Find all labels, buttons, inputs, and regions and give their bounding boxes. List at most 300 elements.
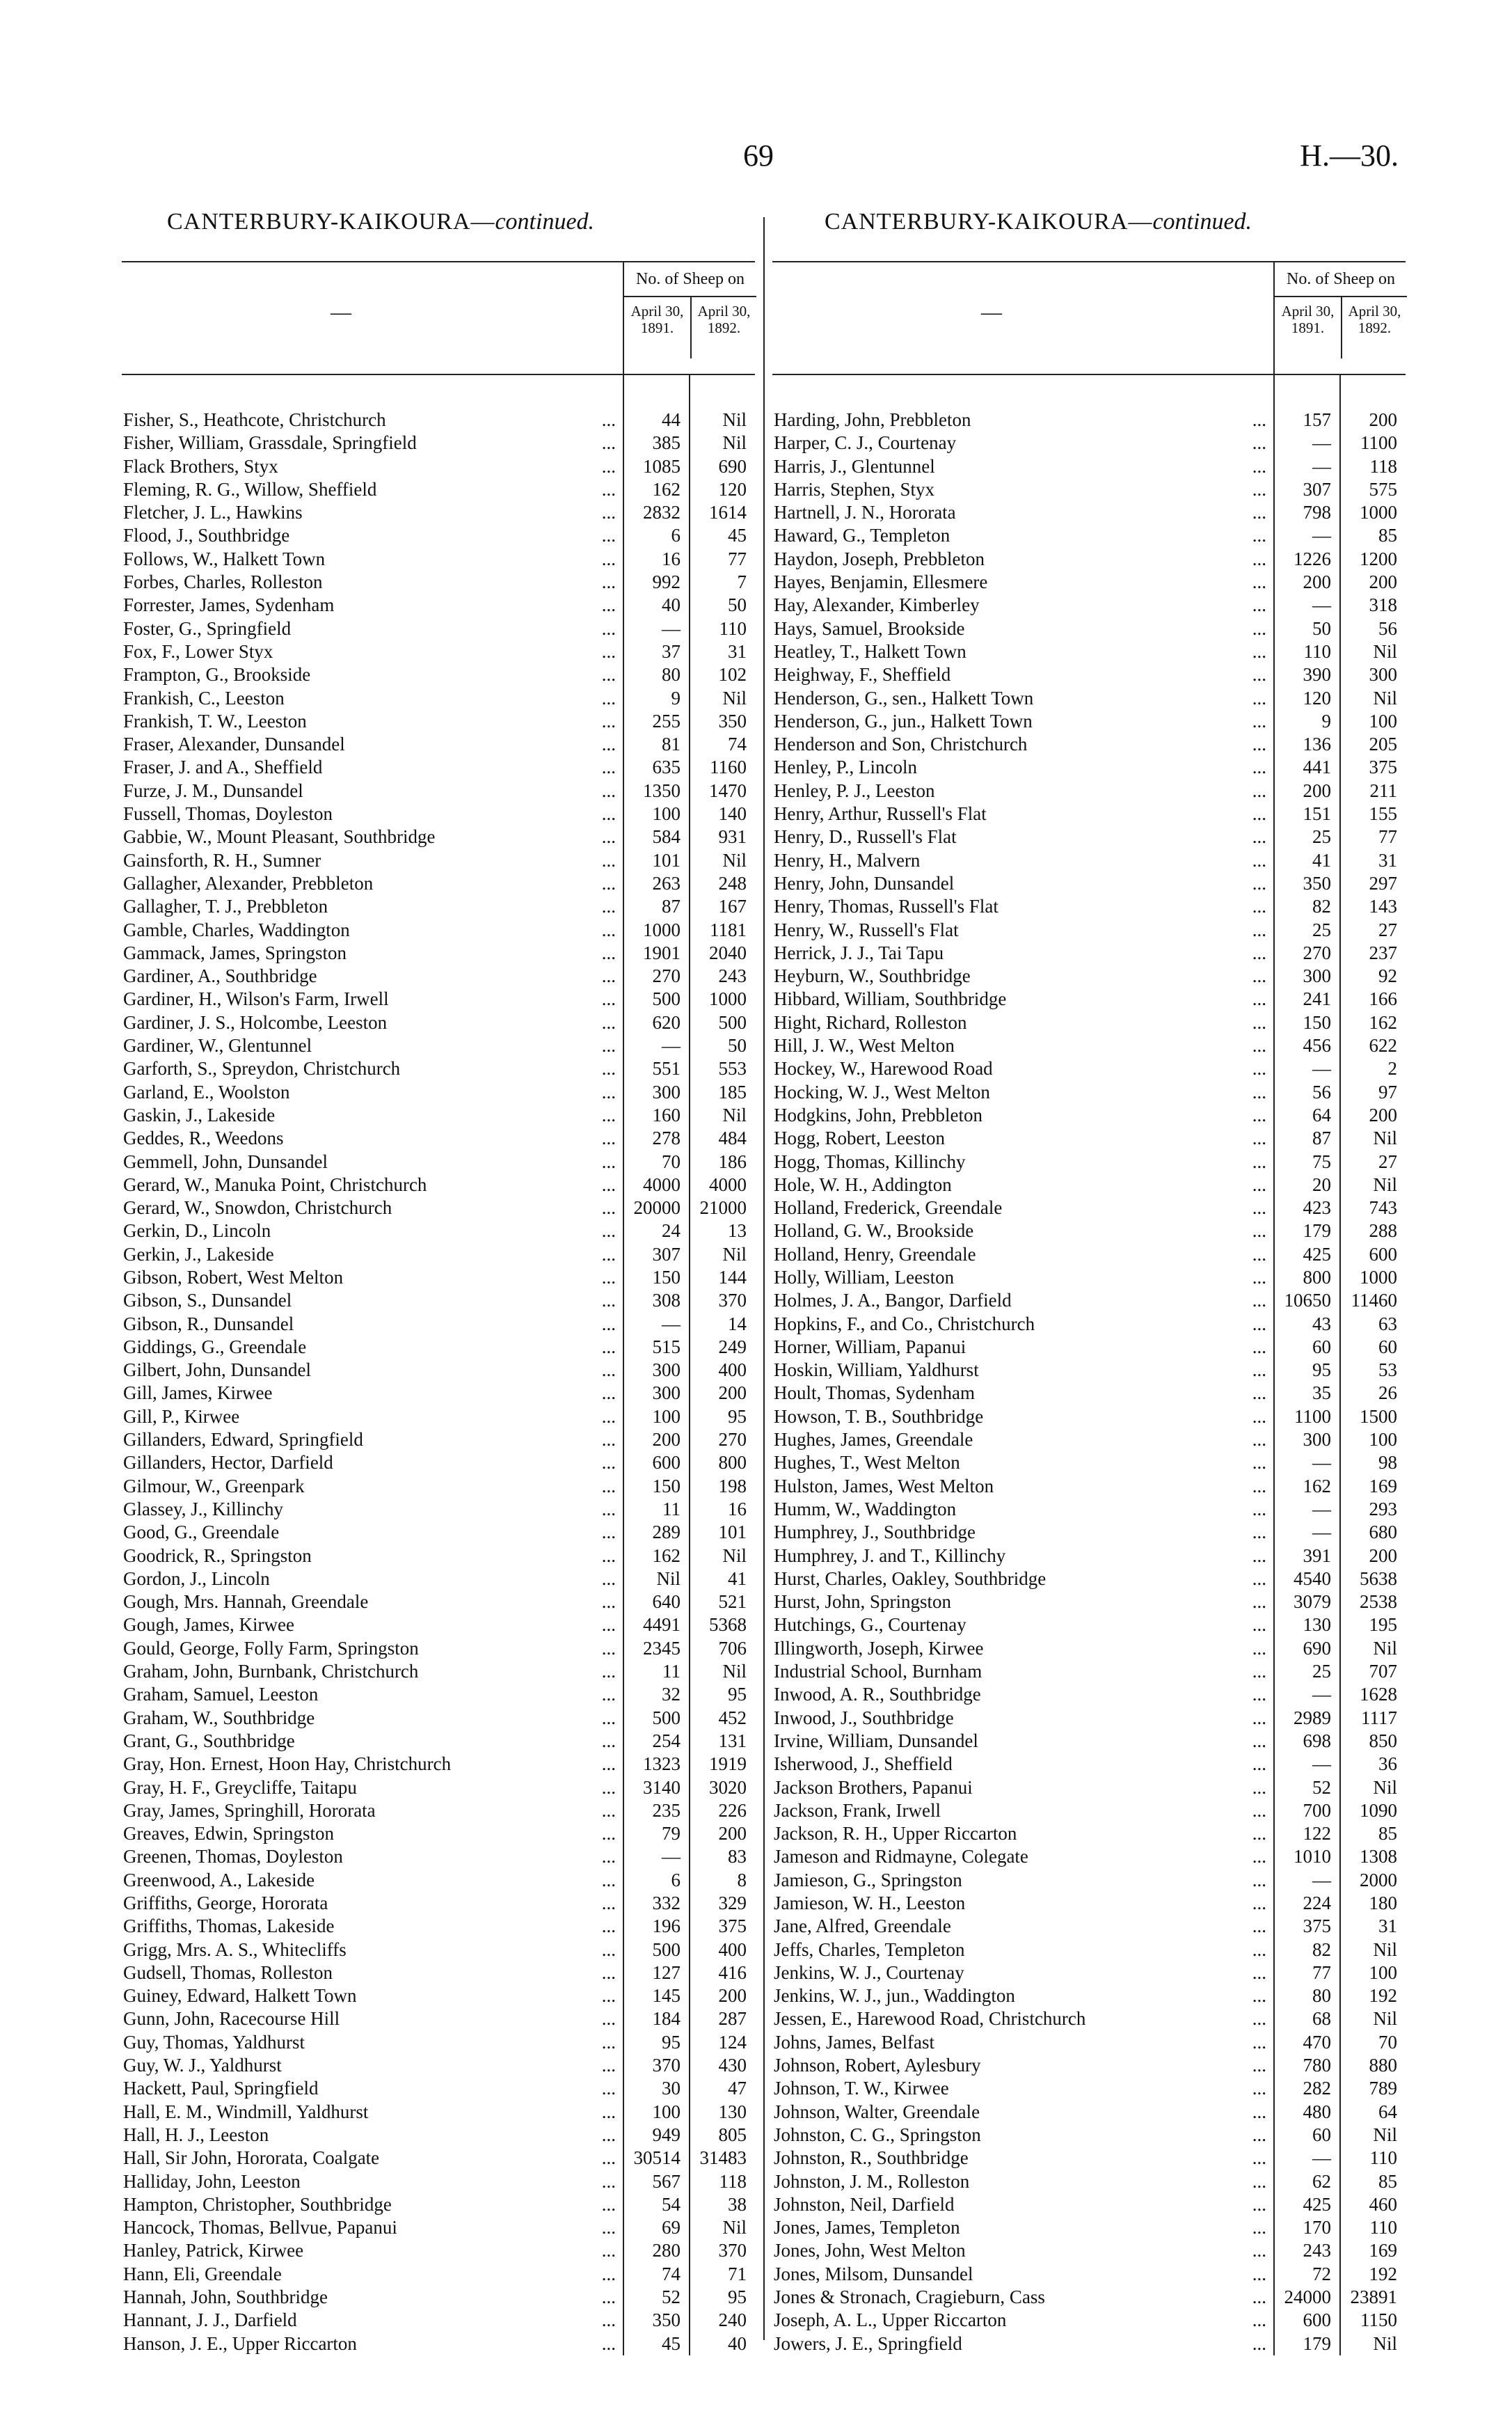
sheep-1891: 200	[652, 1429, 681, 1451]
table-row	[772, 1822, 1406, 1845]
sheep-1892: 74	[728, 734, 747, 755]
owner-name: Isherwood, J., Sheffield ...	[772, 1753, 1273, 1776]
table-row	[122, 1984, 755, 2007]
table-row	[772, 455, 1406, 478]
sheep-1892: 36	[1378, 1753, 1397, 1775]
table-row	[772, 1475, 1406, 1498]
table-row	[772, 1498, 1406, 1521]
table-row	[772, 1382, 1406, 1405]
owner-name: Heyburn, W., Southbridge ...	[772, 965, 1273, 988]
table-row	[122, 1498, 755, 1521]
owner-name: Horner, William, Papanui ...	[772, 1336, 1273, 1359]
owner-name: Harris, Stephen, Styx ...	[772, 478, 1273, 501]
sheep-1892: 192	[1369, 1985, 1397, 2007]
sheep-1892: 1200	[1360, 548, 1397, 569]
sheep-1891: 82	[1312, 1938, 1331, 1960]
table-row	[122, 524, 755, 547]
sheep-1892: 484	[718, 1128, 747, 1149]
left-header-sheep-group: No. of Sheep on	[624, 262, 756, 297]
sheep-1891: 235	[652, 1799, 681, 1821]
sheep-1892: 370	[718, 2240, 747, 2261]
sheep-1891: 441	[1303, 757, 1331, 778]
sheep-1892: 92	[1378, 965, 1397, 987]
owner-name: Haward, G., Templeton ...	[772, 524, 1273, 547]
owner-name: Gibson, R., Dunsandel ...	[122, 1313, 623, 1336]
sheep-1891: 375	[1303, 1915, 1331, 1937]
sheep-1892: 110	[1369, 2147, 1397, 2169]
sheep-1892: 118	[719, 2170, 747, 2192]
owner-name: Hannah, John, Southbridge ...	[122, 2286, 623, 2309]
sheep-1892: 7	[737, 571, 747, 593]
right-header-name-dash: —	[981, 301, 1002, 324]
owner-name: Hulston, James, West Melton ...	[772, 1475, 1273, 1498]
sheep-1892: 690	[718, 455, 747, 477]
sheep-1891: 425	[1303, 2193, 1331, 2215]
table-row	[772, 2239, 1406, 2262]
table-row	[772, 1915, 1406, 1938]
sheep-1891: 350	[652, 2309, 681, 2331]
sheep-1892: 50	[728, 594, 747, 616]
sheep-1891: 640	[652, 1591, 681, 1613]
sheep-1892: 4000	[709, 1174, 747, 1195]
sheep-1891: 350	[1303, 872, 1331, 894]
table-row	[772, 1660, 1406, 1683]
owner-name: Fox, F., Lower Styx ...	[122, 640, 623, 663]
owner-name: Holland, Frederick, Greendale ...	[772, 1196, 1273, 1219]
table-row	[772, 1196, 1406, 1219]
table-row	[772, 2124, 1406, 2147]
sheep-1892: 100	[1369, 1429, 1397, 1451]
sheep-1892: 56	[1378, 617, 1397, 639]
table-row	[772, 1428, 1406, 1451]
table-row	[122, 826, 755, 848]
owner-name: Fraser, J. and A., Sheffield ...	[122, 756, 623, 779]
owner-name: Holmes, J. A., Bangor, Darfield ...	[772, 1289, 1273, 1312]
sheep-1891: 992	[652, 571, 681, 593]
sheep-1891: 255	[652, 710, 681, 732]
owner-name: Hall, H. J., Leeston ...	[122, 2124, 623, 2147]
table-row	[122, 409, 755, 432]
sheep-1891: 41	[1312, 849, 1331, 871]
sheep-1892: 350	[718, 710, 747, 732]
sheep-1891: —	[1312, 594, 1331, 616]
table-row	[122, 1961, 755, 1984]
sheep-1892: Nil	[1373, 640, 1397, 662]
sheep-1892: 430	[718, 2055, 747, 2076]
owner-name: Henderson, G., jun., Halkett Town ...	[772, 710, 1273, 733]
sheep-1892: 200	[718, 1382, 747, 1404]
sheep-1891: 24000	[1284, 2286, 1331, 2308]
sheep-1892: Nil	[1373, 1776, 1397, 1798]
sheep-1892: 53	[1378, 1359, 1397, 1381]
table-row	[772, 2309, 1406, 2332]
left-table-header	[122, 261, 755, 375]
table-row	[122, 1567, 755, 1590]
owner-name: Gudsell, Thomas, Rolleston ...	[122, 1961, 623, 1984]
table-row	[772, 2054, 1406, 2077]
owner-name: Hurst, Charles, Oakley, Southbridge ...	[772, 1567, 1273, 1590]
sheep-1891: 200	[1303, 780, 1331, 801]
table-row	[122, 1613, 755, 1636]
sheep-1891: 160	[652, 1104, 681, 1125]
sheep-1891: 307	[1303, 478, 1331, 500]
sheep-1891: 4491	[643, 1614, 681, 1636]
sheep-1891: 136	[1303, 734, 1331, 755]
sheep-1891: Nil	[656, 1567, 681, 1589]
sheep-1891: 32	[662, 1684, 681, 1705]
sheep-1892: 2040	[709, 942, 747, 963]
sheep-1891: 3140	[643, 1776, 681, 1798]
left-title-main: CANTERBURY-KAIKOURA—	[167, 209, 495, 235]
owner-name: Gilmour, W., Greenpark ...	[122, 1475, 623, 1498]
table-row	[772, 617, 1406, 640]
table-row	[122, 1104, 755, 1127]
table-row	[772, 2193, 1406, 2216]
table-row	[772, 1776, 1406, 1799]
table-row	[772, 1081, 1406, 1104]
table-row	[772, 1845, 1406, 1868]
owner-name: Irvine, William, Dunsandel ...	[772, 1730, 1273, 1753]
table-row	[772, 895, 1406, 918]
table-row	[772, 1174, 1406, 1196]
sheep-1892: Nil	[722, 432, 747, 454]
table-row	[122, 1753, 755, 1776]
owner-name: Giddings, G., Greendale ...	[122, 1336, 623, 1359]
owner-name: Jones, John, West Melton ...	[772, 2239, 1273, 2262]
sheep-1891: 110	[1303, 640, 1331, 662]
owner-name: Hancock, Thomas, Bellvue, Papanui ...	[122, 2216, 623, 2239]
sheep-1892: 243	[718, 965, 747, 987]
sheep-1892: Nil	[1373, 2124, 1397, 2145]
table-row	[122, 1034, 755, 1057]
table-row	[122, 2309, 755, 2332]
table-row	[772, 1961, 1406, 1984]
page-number: 69	[743, 139, 774, 173]
owner-name: Henry, Thomas, Russell's Flat ...	[772, 895, 1273, 918]
owner-name: Henry, D., Russell's Flat ...	[772, 826, 1273, 848]
owner-name: Gilbert, John, Dunsandel ...	[122, 1359, 623, 1382]
sheep-1892: 1470	[709, 780, 747, 801]
owner-name: Hockey, W., Harewood Road ...	[772, 1057, 1273, 1080]
sheep-1891: 515	[652, 1336, 681, 1357]
sheep-1892: 40	[728, 2332, 747, 2354]
sheep-1892: 85	[1378, 2170, 1397, 2192]
sheep-1892: 452	[718, 1707, 747, 1728]
sheep-1891: 157	[1303, 409, 1331, 430]
owner-name: Gammack, James, Springston ...	[122, 942, 623, 965]
sheep-1892: 3020	[709, 1776, 747, 1798]
table-row	[122, 1151, 755, 1174]
owner-name: Henley, P., Lincoln ...	[772, 756, 1273, 779]
table-row	[772, 1034, 1406, 1057]
sheep-1891: 1226	[1294, 548, 1331, 569]
owner-name: Jackson, R. H., Upper Riccarton ...	[772, 1822, 1273, 1845]
sheep-1891: 480	[1303, 2101, 1331, 2122]
sheep-1891: —	[1312, 432, 1331, 454]
sheep-1891: 425	[1303, 1243, 1331, 1265]
sheep-1892: 931	[718, 826, 747, 848]
owner-name: Frampton, G., Brookside ...	[122, 663, 623, 686]
sheep-1892: Nil	[722, 1661, 747, 1682]
table-row	[772, 1243, 1406, 1266]
table-row	[122, 1938, 755, 1961]
sheep-1892: 180	[1369, 1893, 1397, 1913]
table-row	[772, 1567, 1406, 1590]
sheep-1891: 1085	[643, 455, 681, 477]
table-row	[122, 1845, 755, 1868]
sheep-1891: 500	[652, 988, 681, 1010]
owner-name: Furze, J. M., Dunsandel ...	[122, 780, 623, 803]
sheep-1891: —	[662, 1035, 681, 1057]
table-row	[122, 2193, 755, 2216]
sheep-1892: 64	[1378, 2101, 1397, 2122]
table-row	[772, 1683, 1406, 1706]
owner-name: Jessen, E., Harewood Road, Christchurch ...	[772, 2007, 1273, 2030]
table-row	[122, 1405, 755, 1428]
sheep-1891: 95	[662, 2031, 681, 2053]
table-row	[772, 687, 1406, 710]
owner-name: Gough, James, Kirwee ...	[122, 1613, 623, 1636]
sheep-1892: 1090	[1360, 1799, 1397, 1821]
sheep-1892: 2	[1387, 1058, 1397, 1080]
sheep-1892: 575	[1369, 478, 1397, 500]
sheep-1891: 81	[662, 734, 681, 755]
sheep-1892: 416	[718, 1961, 747, 1983]
owner-name: Hackett, Paul, Springfield ...	[122, 2077, 623, 2100]
owner-name: Gough, Mrs. Hannah, Greendale ...	[122, 1590, 623, 1613]
owner-name: Halliday, John, Leeston ...	[122, 2170, 623, 2193]
sheep-1891: 25	[1312, 826, 1331, 848]
sheep-1891: 300	[652, 1081, 681, 1103]
sheep-1891: 3079	[1294, 1591, 1331, 1613]
table-row	[122, 1336, 755, 1359]
sheep-1892: 155	[1369, 803, 1397, 825]
table-row	[772, 733, 1406, 756]
table-row	[772, 2077, 1406, 2100]
sheep-1891: 69	[662, 2217, 681, 2238]
sheep-1892: 800	[718, 1452, 747, 1474]
table-row	[122, 849, 755, 872]
table-row	[772, 2101, 1406, 2124]
owner-name: Guy, W. J., Yaldhurst ...	[122, 2054, 623, 2077]
left-header-name-dash: —	[331, 301, 351, 324]
table-row	[122, 1707, 755, 1730]
sheep-1891: 11	[662, 1661, 681, 1682]
table-row	[772, 710, 1406, 733]
sheep-1891: 150	[1303, 1011, 1331, 1033]
table-row	[772, 965, 1406, 988]
owner-name: Jenkins, W. J., Courtenay ...	[772, 1961, 1273, 1984]
owner-name: Fraser, Alexander, Dunsandel ...	[122, 733, 623, 756]
owner-name: Gunn, John, Racecourse Hill ...	[122, 2007, 623, 2030]
owner-name: Gibson, S., Dunsandel ...	[122, 1289, 623, 1312]
sheep-1892: 297	[1369, 872, 1397, 894]
sheep-1892: 1308	[1360, 1846, 1397, 1867]
table-row	[772, 1405, 1406, 1428]
sheep-1891: 50	[1312, 617, 1331, 639]
sheep-1892: 521	[718, 1591, 747, 1613]
sheep-1891: 30	[662, 2078, 681, 2099]
sheep-1892: Nil	[722, 2217, 747, 2238]
table-row	[122, 432, 755, 455]
owner-name: Hutchings, G., Courtenay ...	[772, 1613, 1273, 1636]
sheep-1892: 13	[728, 1220, 747, 1242]
table-row	[772, 2332, 1406, 2355]
sheep-1891: 44	[662, 409, 681, 430]
sheep-1892: 329	[718, 1893, 747, 1913]
table-row	[122, 1799, 755, 1822]
right-title-main: CANTERBURY-KAIKOURA—	[825, 209, 1153, 235]
owner-name: Jamieson, G., Springston ...	[772, 1869, 1273, 1892]
sheep-1892: 1150	[1360, 2309, 1397, 2331]
sheep-1892: 16	[728, 1498, 747, 1519]
table-row	[122, 1243, 755, 1266]
sheep-1892: 400	[718, 1938, 747, 1960]
owner-name: Henderson and Son, Christchurch ...	[772, 733, 1273, 756]
left-header-1892: April 30, 1892.	[690, 296, 756, 358]
sheep-1892: 31483	[699, 2147, 747, 2169]
owner-name: Joseph, A. L., Upper Riccarton ...	[772, 2309, 1273, 2332]
sheep-1891: 1350	[643, 780, 681, 801]
sheep-1891: —	[662, 1313, 681, 1334]
table-row	[772, 1799, 1406, 1822]
sheep-1892: 288	[1369, 1220, 1397, 1242]
owner-name: Industrial School, Burnham ...	[772, 1660, 1273, 1683]
sheep-1892: Nil	[722, 409, 747, 430]
sheep-1892: Nil	[722, 1104, 747, 1125]
table-row	[122, 1289, 755, 1312]
sheep-1892: 1000	[1360, 502, 1397, 523]
owner-name: Gill, James, Kirwee ...	[122, 1382, 623, 1405]
table-row	[122, 733, 755, 756]
sheep-1892: 192	[1369, 2263, 1397, 2284]
owner-name: Guy, Thomas, Yaldhurst ...	[122, 2031, 623, 2054]
table-row	[772, 1104, 1406, 1127]
sheep-1891: 179	[1303, 1220, 1331, 1242]
owner-name: Johnston, C. G., Springston ...	[772, 2124, 1273, 2147]
sheep-1891: —	[1312, 1498, 1331, 1519]
sheep-1891: 390	[1303, 664, 1331, 686]
owner-name: Henley, P. J., Leeston ...	[772, 780, 1273, 803]
sheep-1892: 124	[718, 2031, 747, 2053]
table-row	[772, 1753, 1406, 1776]
sheep-1891: 82	[1312, 896, 1331, 917]
owner-name: Gerard, W., Manuka Point, Christchurch ...	[122, 1174, 623, 1196]
sheep-1891: 52	[1312, 1776, 1331, 1798]
sheep-1892: 880	[1369, 2055, 1397, 2076]
sheep-1891: 10650	[1284, 1290, 1331, 1311]
table-row	[772, 1151, 1406, 1174]
table-row	[122, 1219, 755, 1242]
owner-name: Griffiths, George, Hororata ...	[122, 1892, 623, 1915]
sheep-1891: 145	[652, 1985, 681, 2007]
owner-name: Herrick, J. J., Tai Tapu ...	[772, 942, 1273, 965]
sheep-1892: 200	[1369, 571, 1397, 593]
table-row	[122, 1637, 755, 1660]
table-row	[122, 617, 755, 640]
sheep-1891: 37	[662, 640, 681, 662]
sheep-1891: —	[1312, 2147, 1331, 2169]
sheep-1892: 169	[1369, 2240, 1397, 2261]
sheep-1891: 567	[652, 2170, 681, 2192]
sheep-1891: —	[1312, 1753, 1331, 1775]
owner-name: Gould, George, Folly Farm, Springston ...	[122, 1637, 623, 1660]
owner-name: Heighway, F., Sheffield ...	[772, 663, 1273, 686]
owner-name: Gallagher, T. J., Prebbleton ...	[122, 895, 623, 918]
sheep-1892: 47	[728, 2078, 747, 2099]
sheep-1892: 167	[718, 896, 747, 917]
owner-name: Hall, Sir John, Hororata, Coalgate ...	[122, 2147, 623, 2170]
sheep-1891: 56	[1312, 1081, 1331, 1103]
sheep-1891: 20	[1312, 1174, 1331, 1195]
table-row	[772, 2216, 1406, 2239]
sheep-1892: 237	[1369, 942, 1397, 963]
owner-name: Frankish, C., Leeston ...	[122, 687, 623, 710]
owner-name: Holland, G. W., Brookside ...	[772, 1219, 1273, 1242]
table-row	[122, 2216, 755, 2239]
table-row	[772, 1359, 1406, 1382]
sheep-1891: 162	[1303, 1475, 1331, 1496]
owner-name: Hampton, Christopher, Southbridge ...	[122, 2193, 623, 2216]
sheep-1891: —	[1312, 455, 1331, 477]
sheep-1891: 241	[1303, 988, 1331, 1010]
table-row	[772, 524, 1406, 547]
owner-name: Good, G., Greendale ...	[122, 1521, 623, 1544]
owner-name: Foster, G., Springfield ...	[122, 617, 623, 640]
owner-name: Gabbie, W., Mount Pleasant, Southbridge ...	[122, 826, 623, 848]
table-row	[122, 780, 755, 803]
sheep-1891: 9	[1321, 710, 1331, 732]
sheep-1891: 80	[1312, 1985, 1331, 2007]
sheep-1892: 95	[728, 1405, 747, 1427]
sheep-1892: Nil	[722, 1243, 747, 1265]
owner-name: Johnson, Walter, Greendale ...	[772, 2101, 1273, 2124]
table-row	[122, 2054, 755, 2077]
sheep-1892: 789	[1369, 2078, 1397, 2099]
sheep-1891: 282	[1303, 2078, 1331, 2099]
sheep-1891: 200	[1303, 571, 1331, 593]
table-row	[122, 2007, 755, 2030]
sheep-1892: 71	[728, 2263, 747, 2284]
sheep-1891: 75	[1312, 1151, 1331, 1172]
table-row	[122, 1196, 755, 1219]
sheep-1892: 50	[728, 1035, 747, 1057]
sheep-1892: 805	[718, 2124, 747, 2145]
table-row	[772, 478, 1406, 501]
sheep-1891: 24	[662, 1220, 681, 1242]
right-table	[772, 261, 1406, 2355]
owner-name: Hanley, Patrick, Kirwee ...	[122, 2239, 623, 2262]
owner-name: Gerard, W., Snowdon, Christchurch ...	[122, 1196, 623, 1219]
owner-name: Johns, James, Belfast ...	[772, 2031, 1273, 2054]
owner-name: Hays, Samuel, Brookside ...	[772, 617, 1273, 640]
sheep-1891: 278	[652, 1128, 681, 1149]
sheep-1891: 4540	[1294, 1567, 1331, 1589]
owner-name: Geddes, R., Weedons ...	[122, 1127, 623, 1150]
sheep-1891: 170	[1303, 2217, 1331, 2238]
sheep-1892: 143	[1369, 896, 1397, 917]
owner-name: Humphrey, J., Southbridge ...	[772, 1521, 1273, 1544]
sheep-1892: Nil	[1373, 2008, 1397, 2030]
table-row	[772, 1637, 1406, 1660]
sheep-1892: 500	[718, 1011, 747, 1033]
table-row	[122, 1590, 755, 1613]
table-row	[122, 2263, 755, 2286]
owner-name: Henry, John, Dunsandel ...	[772, 872, 1273, 895]
sheep-1892: 70	[1378, 2031, 1397, 2053]
sheep-1891: 1323	[643, 1753, 681, 1775]
sheep-1892: 707	[1369, 1661, 1397, 1682]
